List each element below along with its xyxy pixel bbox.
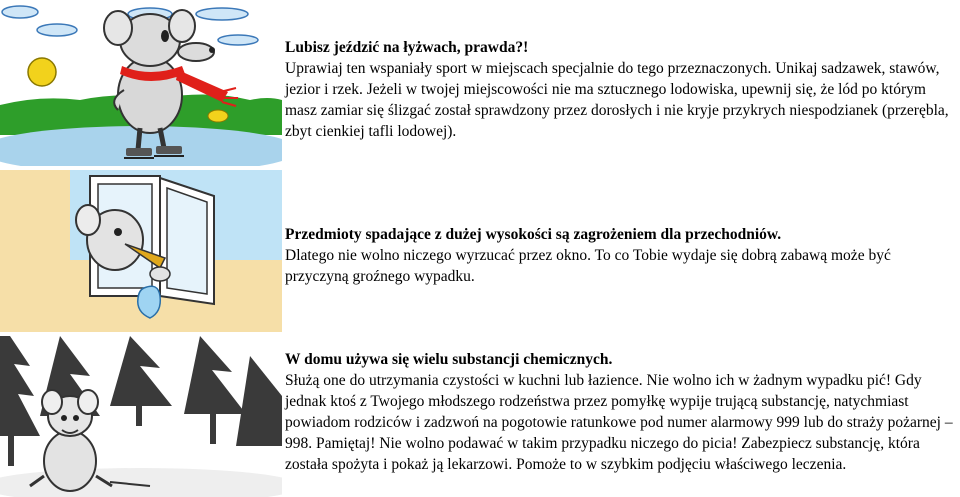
section-body: Dlatego nie wolno niczego wyrzucać przez okno. To co Tobie wydaje się dobrą zabawą może być przyczyną groźnego wypadku. (285, 247, 891, 285)
section-heading: Przedmioty spadające z dużej wysokości są zagrożeniem dla przechodniów. (285, 226, 782, 243)
falling-objects-section (285, 224, 957, 287)
mouse-ice-skating-illustration (0, 0, 282, 166)
section-body: Uprawiaj ten wspaniały sport w miejscach specjalnie do tego przeznaczonych. Unikaj sadzawek, stawów, jezior i rzek. Jeżeli w twojej miejscowości nie ma sztucznego lodowiska, upewnij się, że lód po którym masz zamiar się ślizgać został sprawdzony przez dorosłych i nie kryje przykrych niespodzianek (przerębla, zbyt cienkiej tafli lodowej). (285, 60, 949, 140)
mouse-window-illustration (0, 170, 282, 332)
chemicals-section (285, 349, 957, 475)
section-heading: W domu używa się wielu substancji chemicznych. (285, 351, 613, 368)
section-heading: Lubisz jeździć na łyżwach, prawda?! (285, 39, 529, 56)
mouse-forest-illustration (0, 336, 282, 497)
ice-skating-section (285, 37, 957, 142)
section-body: Służą one do utrzymania czystości w kuchni lub łazience. Nie wolno ich w żadnym wypadku pić! Gdy jednak ktoś z Twojego młodszego rodzeństwa przez pomyłkę wypije trującą substancję, natychmiast powiadom rodziców i zadzwoń na pogotowie ratunkowe pod numer alarmowy 999 lub do straży pożarnej – 998. Pamiętaj! Nie wolno podawać w takim przypadku niczego do picia! Zabezpiecz substancję, która została spożyta i pokaż ją lekarzowi. Pomoże to w szybkim podjęciu właściwego leczenia. (285, 372, 953, 473)
